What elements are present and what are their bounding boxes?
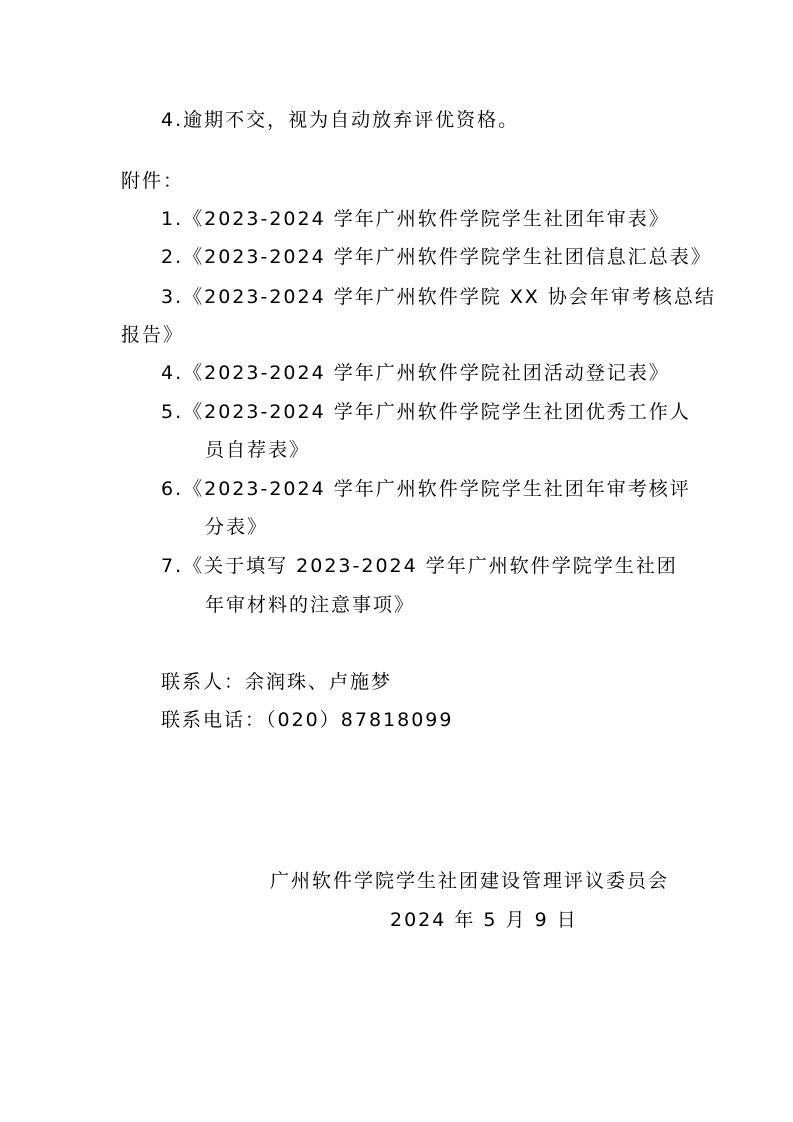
attachment-item-3: 3.《2023-2024 学年广州软件学院 XX 协会年审考核总结: [161, 286, 716, 308]
contact-phone: 联系电话：（020）87818099: [161, 709, 454, 731]
attachment-item-6: 6.《2023-2024 学年广州软件学院学生社团年审考核评: [161, 478, 691, 500]
attachment-item-7-continued: 年审材料的注意事项》: [205, 594, 416, 616]
signature-organization: 广州软件学院学生社团建设管理评议委员会: [270, 870, 670, 892]
attachment-item-6-continued: 分表》: [205, 516, 269, 538]
attachments-heading: 附件：: [121, 170, 185, 192]
attachment-item-5-continued: 员自荐表》: [205, 439, 311, 461]
attachment-item-1: 1.《2023-2024 学年广州软件学院学生社团年审表》: [161, 208, 670, 230]
notice-item-4: 4.逾期不交，视为自动放弃评优资格。: [161, 109, 520, 131]
attachment-item-3-continued: 报告》: [121, 324, 185, 346]
contact-person: 联系人：余润珠、卢施梦: [161, 671, 393, 693]
attachment-item-4: 4.《2023-2024 学年广州软件学院社团活动登记表》: [161, 362, 670, 384]
attachment-item-7: 7.《关于填写 2023-2024 学年广州软件学院学生社团: [161, 555, 678, 577]
signature-date: 2024 年 5 月 9 日: [390, 909, 578, 931]
attachment-item-2: 2.《2023-2024 学年广州软件学院学生社团信息汇总表》: [161, 246, 712, 268]
attachment-item-5: 5.《2023-2024 学年广州软件学院学生社团优秀工作人: [161, 401, 691, 423]
